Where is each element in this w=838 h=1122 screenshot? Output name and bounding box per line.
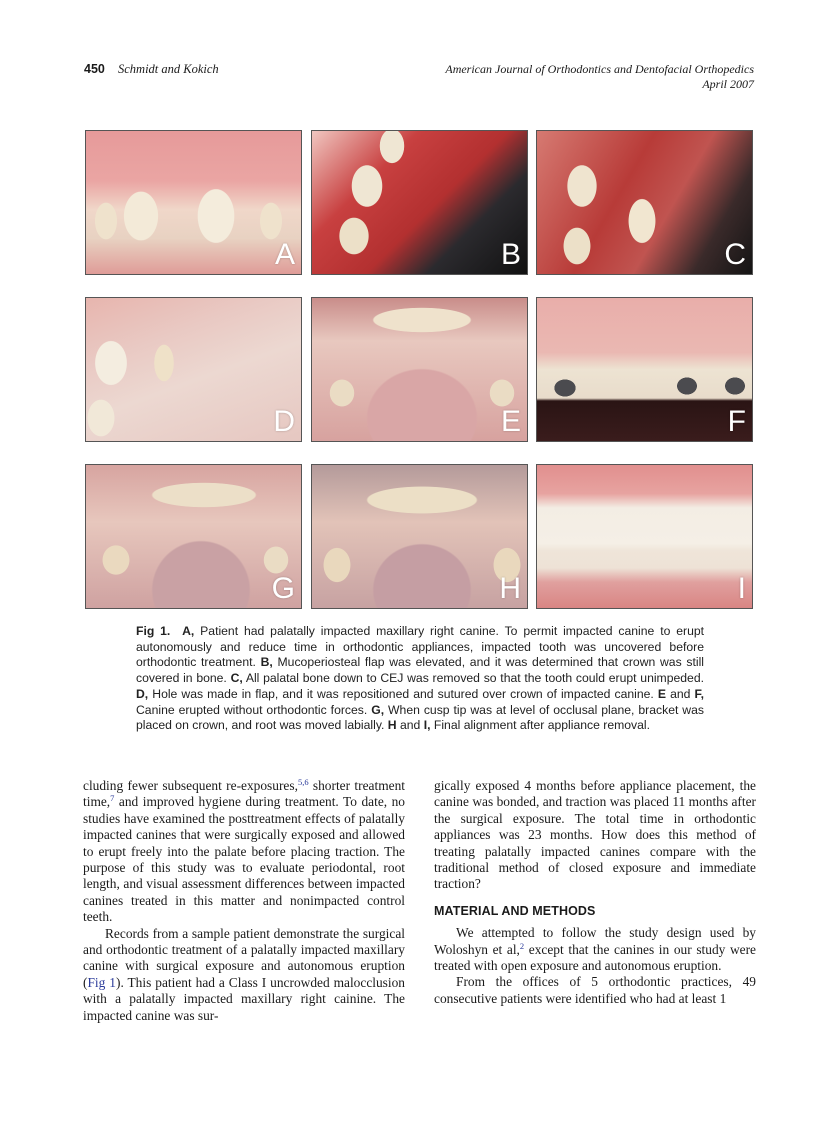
journal-info — [445, 62, 754, 92]
figure-link[interactable]: Fig 1 — [87, 974, 116, 990]
panel-label: A — [274, 238, 295, 271]
figure-panel-e — [311, 297, 528, 442]
paragraph — [83, 926, 405, 1024]
caption-text: Canine erupted without orthodontic forces. — [136, 702, 372, 717]
text-run: cluding fewer subsequent re-exposures, — [83, 778, 298, 793]
issue-date: April 2007 — [702, 77, 754, 91]
panel-label: G — [271, 572, 295, 605]
figure-panel-g — [85, 464, 302, 609]
text-run: shorter treatment time, — [83, 778, 405, 810]
caption-key: E — [657, 686, 667, 701]
figure-panel-a — [85, 130, 302, 275]
panel-label: B — [500, 238, 521, 271]
journal-title: American Journal of Orthodontics and Dentofacial Orthopedics — [445, 62, 754, 76]
paragraph: gically exposed 4 months before appliance placement, the canine was bonded, and traction was placed 11 months after the surgical exposure. The total time in orthodontic appliances was 23 months. How does this method of treating palatally impacted canines compare with the traditional method of closed exposure and immediate traction? — [434, 778, 756, 892]
figure-panel-h — [311, 464, 528, 609]
caption-text: Mucoperiosteal flap was elevated, and it was determined that crown was still covered in bone. — [136, 655, 704, 686]
caption-text: When cusp tip was at level of occlusal plane, bracket was placed on crown, and root was moved labially. — [136, 702, 704, 733]
paragraph: From the offices of 5 orthodontic practices, 49 consecutive patients were identified who had at least 1 — [434, 974, 756, 1006]
panel-label: E — [500, 405, 521, 438]
panel-label: H — [499, 572, 521, 605]
figure-panel-b — [311, 130, 528, 275]
citation-link[interactable]: 2 — [519, 940, 525, 951]
caption-key: C, — [230, 671, 243, 686]
caption-key: A, — [182, 624, 195, 638]
paragraph — [434, 925, 756, 974]
figure-caption — [136, 624, 704, 734]
caption-key: G, — [371, 702, 385, 717]
caption-key: H — [387, 718, 397, 733]
figure-panel-c — [536, 130, 753, 275]
citation-link[interactable]: 5,6 — [297, 777, 309, 787]
caption-key: D, — [136, 686, 149, 701]
caption-text: All palatal bone down to CEJ was removed so that the tooth could erupt unimpeded. — [242, 671, 704, 686]
text-run: except that the canines in our study were treated with open exposure and autonomous eruption. — [434, 941, 756, 974]
text-run: Records from a sample patient demonstrate the surgical and orthodontic treatment of a palatally impacted maxillary canine with surgical exposure and autonomous eruption ( — [83, 925, 405, 990]
caption-text: and — [666, 686, 695, 701]
paragraph — [83, 778, 405, 926]
running-head-authors: Schmidt and Kokich — [118, 62, 219, 76]
caption-key: B, — [260, 655, 273, 670]
figure-1 — [85, 130, 753, 609]
running-head — [84, 62, 754, 94]
panel-label: D — [273, 405, 295, 438]
caption-text: Final alignment after appliance removal. — [430, 718, 650, 733]
page-number: 450 — [84, 62, 105, 76]
panel-label: F — [727, 405, 746, 438]
caption-text: and — [396, 718, 424, 733]
panel-label: I — [737, 572, 746, 605]
body-column-right — [434, 778, 756, 1007]
text-run: ). This patient had a Class I uncrowded malocclusion with a palatally impacted maxillary right cainine. The impacted canine was sur- — [83, 974, 405, 1023]
body-column-left — [83, 778, 405, 1024]
figure-panel-d — [85, 297, 302, 442]
caption-key: I, — [423, 718, 431, 733]
caption-key: F, — [694, 686, 705, 701]
caption-text: Patient had palatally impacted maxillary right canine. To permit impacted canine to erupt autonomously and reduce time in orthodontic appliances, impacted tooth was uncovered before orthodontic treatment. — [136, 624, 705, 670]
section-heading: MATERIAL AND METHODS — [434, 903, 596, 918]
caption-text: Hole was made in flap, and it was repositioned and sutured over crown of impacted canine. — [148, 686, 658, 701]
panel-label: C — [724, 238, 746, 271]
figure-panel-i — [536, 464, 753, 609]
figure-label: Fig 1. — [136, 624, 171, 638]
citation-link[interactable]: 7 — [110, 793, 115, 804]
text-run: and improved hygiene during treatment. To date, no studies have examined the posttreatment effects of palatally impacted canines that were surgically exposed and allowed to erupt freely into the palate before placing traction. The purpose of this study was to evaluate periodontal, root length, and visual assessment differences between impacted canines treated in this matter and nonimpacted control teeth. — [83, 794, 405, 925]
text-run: We attempted to follow the study design used by Woloshyn et al, — [434, 925, 756, 957]
figure-panel-f — [536, 297, 753, 442]
